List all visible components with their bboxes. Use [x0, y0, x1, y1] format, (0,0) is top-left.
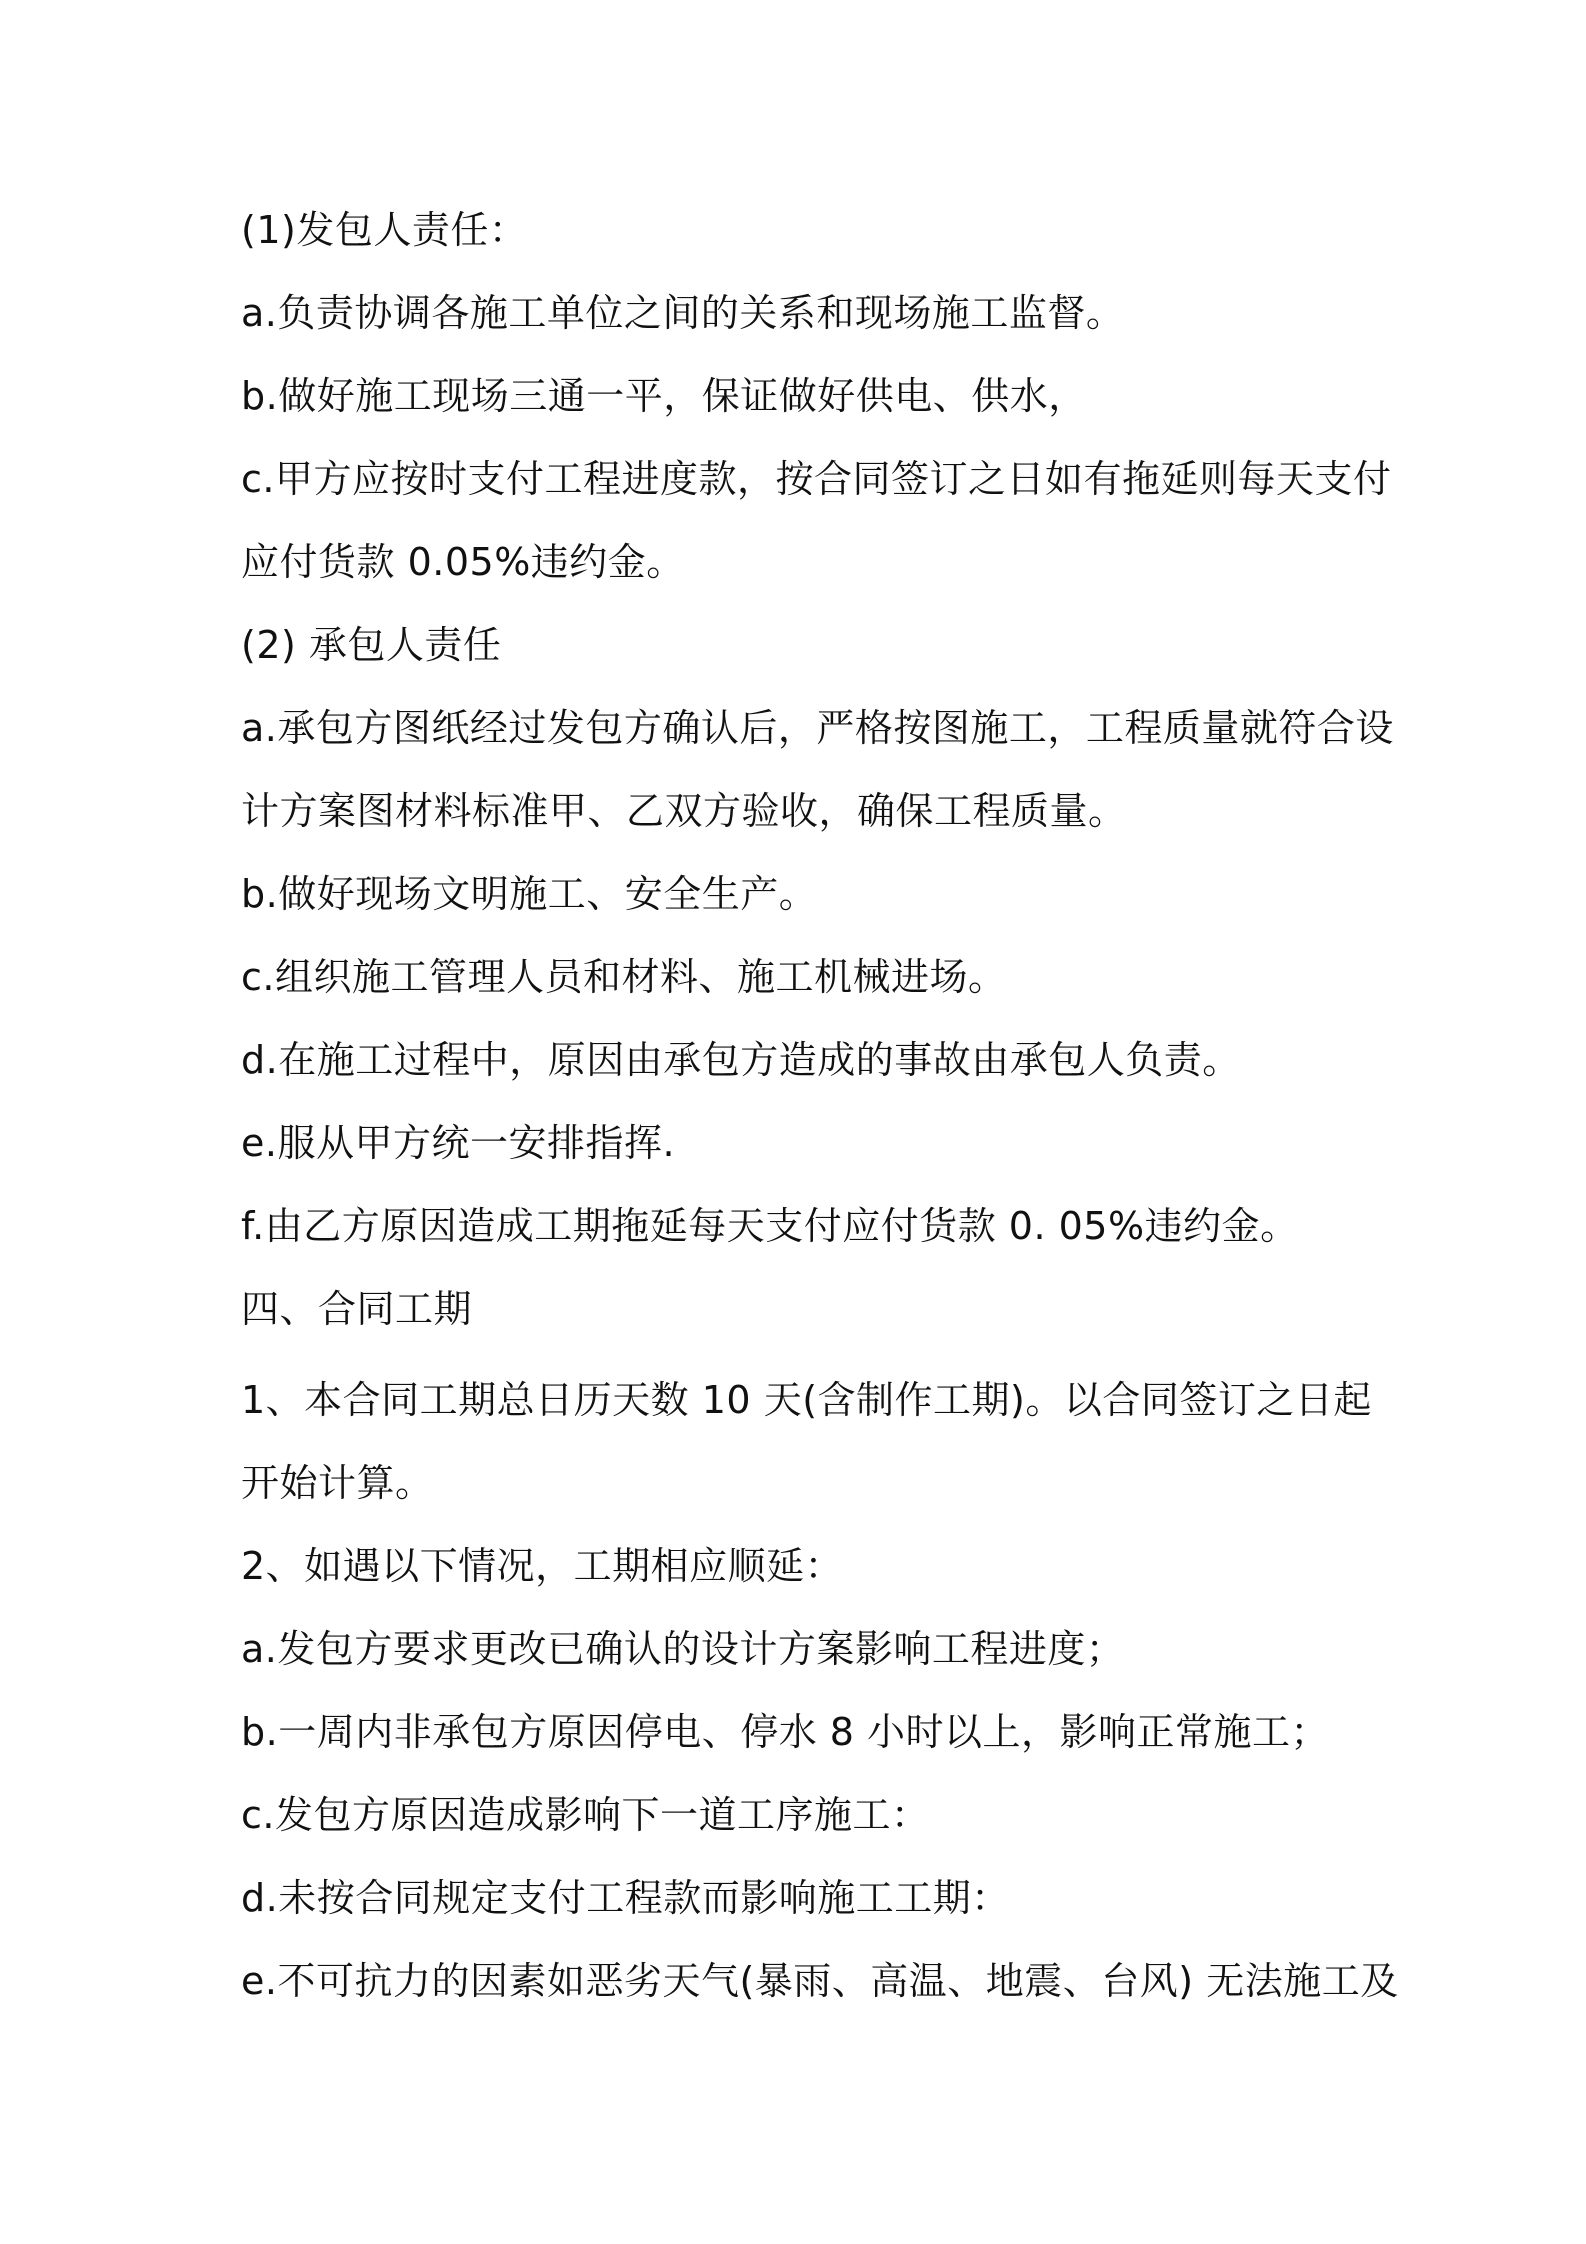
clause-1b: b.做好施工现场三通一平，保证做好供电、供水，: [241, 374, 1087, 418]
delay-case-a: a.发包方要求更改已确认的设计方案影响工程进度；: [241, 1627, 1125, 1671]
delay-case-d: d.未按合同规定支付工程款而影响施工工期：: [241, 1876, 1010, 1920]
clause-2e: e.服从甲方统一安排指挥.: [241, 1121, 676, 1165]
clause-2a-continued: 计方案图材料标准甲、乙双方验收，确保工程质量。: [241, 789, 1127, 833]
section-4-heading: 四、合同工期: [241, 1287, 473, 1331]
clause-2b: b.做好现场文明施工、安全生产。: [241, 872, 818, 916]
clause-2a: a.承包方图纸经过发包方确认后，严格按图施工，工程质量就符合设: [241, 706, 1394, 750]
clause-1a: a.负责协调各施工单位之间的关系和现场施工监督。: [241, 291, 1125, 335]
delay-case-e: e.不可抗力的因素如恶劣天气(暴雨、高温、地震、台风) 无法施工及: [241, 1959, 1399, 2003]
clause-1c: c.甲方应按时支付工程进度款，按合同签订之日如有拖延则每天支付: [241, 457, 1392, 501]
clause-1c-continued: 应付货款 0.05%违约金。: [241, 540, 685, 584]
delay-case-b: b.一周内非承包方原因停电、停水 8 小时以上，影响正常施工；: [241, 1710, 1330, 1754]
clause-2f: f.由乙方原因造成工期拖延每天支付应付货款 0. 05%违约金。: [241, 1204, 1299, 1248]
clause-1-heading: (1)发包人责任：: [241, 208, 528, 252]
clause-2c: c.组织施工管理人员和材料、施工机械进场。: [241, 955, 1007, 999]
clause-2d: d.在施工过程中，原因由承包方造成的事故由承包人负责。: [241, 1038, 1241, 1082]
delay-case-c: c.发包方原因造成影响下一道工序施工：: [241, 1793, 930, 1837]
section-4-item-2: 2、如遇以下情况，工期相应顺延：: [241, 1544, 844, 1588]
clause-2-heading: (2) 承包人责任: [241, 623, 502, 667]
section-4-item-1-continued: 开始计算。: [241, 1461, 434, 1505]
section-4-item-1: 1、本合同工期总日历天数 10 天(含制作工期)。以合同签订之日起: [241, 1378, 1372, 1422]
